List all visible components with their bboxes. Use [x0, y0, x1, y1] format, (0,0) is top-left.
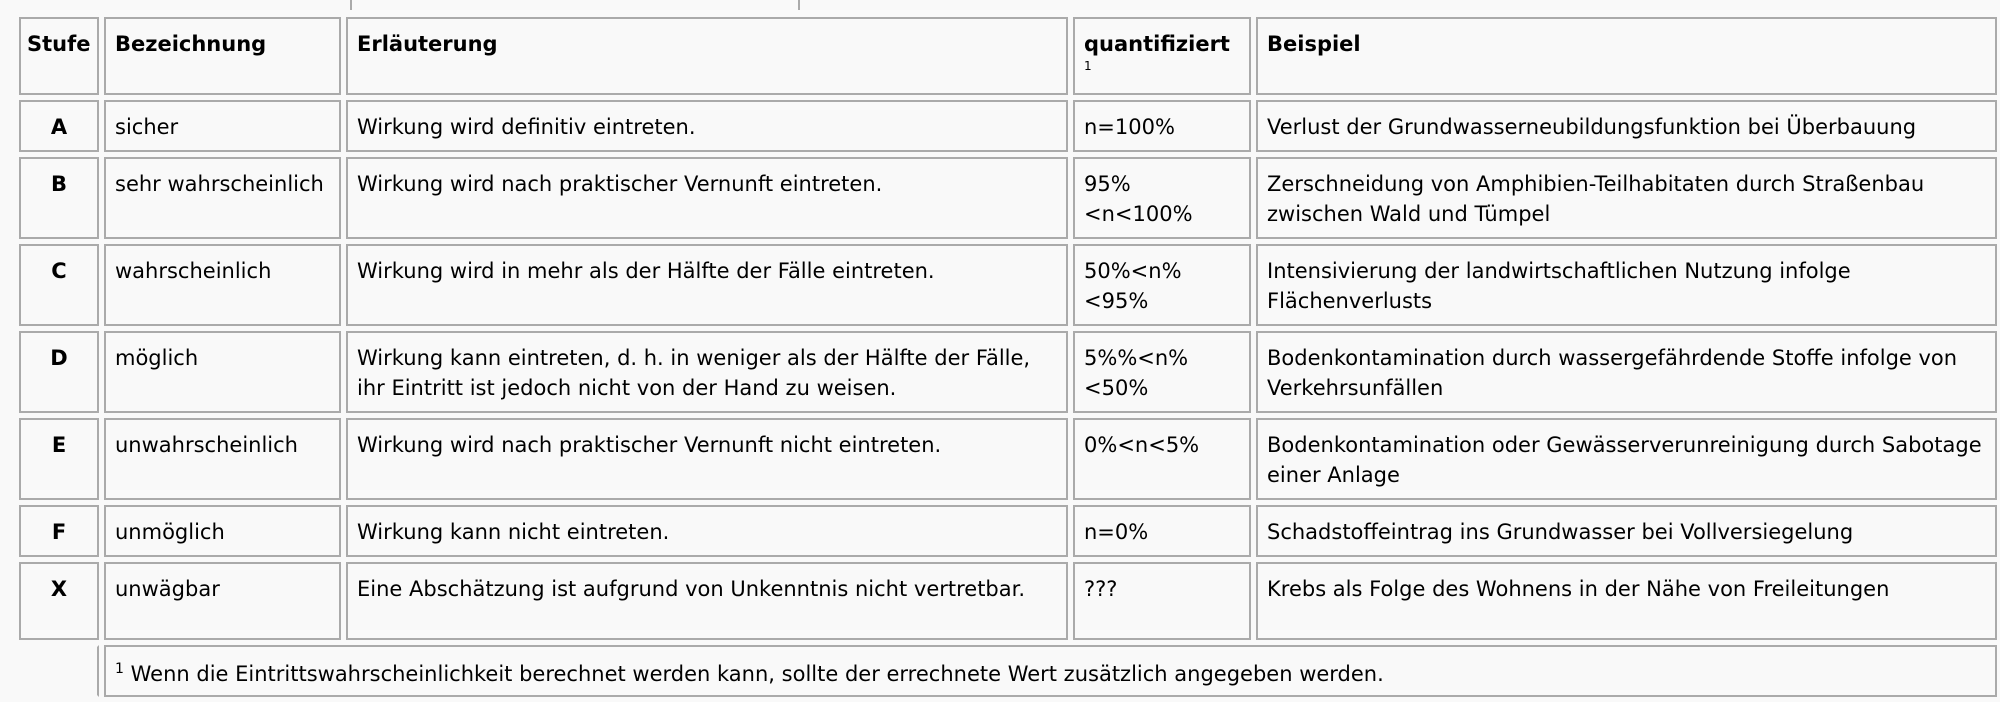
header-quantifiziert-footnote-marker: 1 [1084, 59, 1092, 73]
header-stufe: Stufe [19, 17, 99, 95]
cell-quantifiziert: n=0% [1073, 505, 1251, 557]
header-quantifiziert-label: quantifiziert [1084, 32, 1230, 56]
cell-stufe: B [19, 157, 99, 239]
cell-erlaeuterung: Wirkung kann nicht eintreten. [346, 505, 1068, 557]
cell-bezeichnung: sehr wahrscheinlich [104, 157, 341, 239]
clipped-caption-fragment [350, 0, 800, 10]
table-row [19, 100, 1997, 152]
cell-quantifiziert: 95% <n<100% [1073, 157, 1251, 239]
cell-beispiel: Schadstoffeintrag ins Grundwasser bei Vollversiegelung [1256, 505, 1997, 557]
cell-beispiel: Intensivierung der landwirtschaftlichen Nutzung infolge Flächenverlusts [1256, 244, 1997, 326]
footnote-text: Wenn die Eintrittswahrscheinlichkeit berechnet werden kann, sollte der errechnete Wert zusätzlich angegeben werden. [130, 662, 1384, 686]
footnote-row [19, 645, 1997, 697]
cell-stufe: C [19, 244, 99, 326]
cell-stufe: A [19, 100, 99, 152]
table-header-row [19, 17, 1997, 95]
cell-beispiel: Bodenkontamination oder Gewässerverunreinigung durch Sabotage einer Anlage [1256, 418, 1997, 500]
cell-erlaeuterung: Wirkung wird nach praktischer Vernunft eintreten. [346, 157, 1068, 239]
cell-quantifiziert: n=100% [1073, 100, 1251, 152]
cell-erlaeuterung: Wirkung wird in mehr als der Hälfte der Fälle eintreten. [346, 244, 1068, 326]
cell-beispiel: Krebs als Folge des Wohnens in der Nähe von Freileitungen [1256, 562, 1997, 640]
footnote-cell [104, 645, 1997, 697]
cell-beispiel: Bodenkontamination durch wassergefährdende Stoffe infolge von Verkehrsunfällen [1256, 331, 1997, 413]
footnote-marker: 1 [115, 661, 124, 677]
table-row [19, 418, 1997, 500]
probability-table [14, 12, 2000, 702]
cell-bezeichnung: möglich [104, 331, 341, 413]
table-row [19, 157, 1997, 239]
cell-quantifiziert: 5%%<n% <50% [1073, 331, 1251, 413]
cell-stufe: D [19, 331, 99, 413]
header-beispiel: Beispiel [1256, 17, 1997, 95]
cell-stufe: E [19, 418, 99, 500]
header-bezeichnung: Bezeichnung [104, 17, 341, 95]
table-row [19, 505, 1997, 557]
cell-erlaeuterung: Eine Abschätzung ist aufgrund von Unkenntnis nicht vertretbar. [346, 562, 1068, 640]
cell-stufe: X [19, 562, 99, 640]
cell-stufe: F [19, 505, 99, 557]
cell-erlaeuterung: Wirkung kann eintreten, d. h. in weniger als der Hälfte der Fälle, ihr Eintritt ist jedoch nicht von der Hand zu weisen. [346, 331, 1068, 413]
cell-erlaeuterung: Wirkung wird nach praktischer Vernunft nicht eintreten. [346, 418, 1068, 500]
cell-quantifiziert: 50%<n% <95% [1073, 244, 1251, 326]
cell-bezeichnung: unmöglich [104, 505, 341, 557]
table-row [19, 331, 1997, 413]
header-erlaeuterung: Erläuterung [346, 17, 1068, 95]
cell-bezeichnung: unwahrscheinlich [104, 418, 341, 500]
cell-erlaeuterung: Wirkung wird definitiv eintreten. [346, 100, 1068, 152]
cell-beispiel: Zerschneidung von Amphibien-Teilhabitaten durch Straßenbau zwischen Wald und Tümpel [1256, 157, 1997, 239]
table-row [19, 244, 1997, 326]
cell-quantifiziert: 0%<n<5% [1073, 418, 1251, 500]
footnote-spacer-cell [19, 645, 99, 697]
cell-bezeichnung: wahrscheinlich [104, 244, 341, 326]
table-row [19, 562, 1997, 640]
cell-beispiel: Verlust der Grundwasserneubildungsfunktion bei Überbauung [1256, 100, 1997, 152]
cell-bezeichnung: sicher [104, 100, 341, 152]
cell-bezeichnung: unwägbar [104, 562, 341, 640]
header-quantifiziert [1073, 17, 1251, 95]
cell-quantifiziert: ??? [1073, 562, 1251, 640]
